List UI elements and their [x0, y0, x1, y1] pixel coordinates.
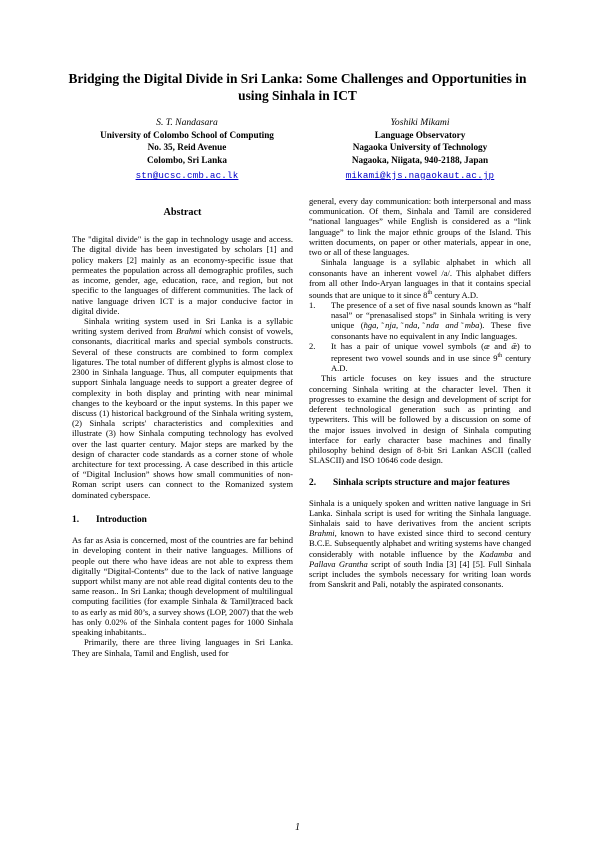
author-affiliation: Language Observatory — [374, 130, 466, 141]
author-name: S. T. Nandasara — [156, 117, 218, 128]
section-heading — [309, 478, 531, 488]
author-email-link[interactable]: mikami@kjs.nagaokaut.ac.jp — [345, 169, 495, 181]
left-column — [72, 208, 293, 658]
page-number: 1 — [295, 822, 300, 833]
author-address: Nagaoka University of Technology — [352, 142, 488, 153]
author-block-1 — [72, 117, 302, 182]
section-heading — [72, 515, 293, 525]
section-number: 2. — [309, 478, 317, 489]
body-paragraph: As far as Asia is concerned, most of the countries are far behind in developing content in their native languages. Millions of people out there who have ideas are not able to express them digitally “Digital-Contents” due to the lack of native language support whilst many are not able read digital contents deu to the same reason.. In Sri Lanka; though development of multilingual computing facilities (for example Sinhala & Tamil)traced back to as early as mid 80’s, a survey shows (LOP, 2007) that the web has only 0.02% of the Sinhala content pages for 1000 Sinhala speaking inhabitants.. — [72, 535, 293, 638]
list-item: 2. It has a pair of unique vowel symbols (æ and ǣ) to represent two vowel sounds and in use since 9th century A.D. — [309, 340, 532, 374]
author-name: Yoshiki Mikami — [390, 117, 450, 128]
author-block-2 — [305, 117, 535, 182]
abstract-heading: Abstract — [163, 207, 202, 218]
feature-list — [309, 300, 531, 373]
paper-title: Bridging the Digital Divide in Sri Lanka: Some Challenges and Opportunities in using Sinhala in ICT — [68, 71, 527, 103]
list-item: 1. The presence of a set of five nasal sounds known as “half nasal” or “prenasalised stops” in Sinhala writing is very unique (̃nga, ̃nja, ̃nda, ̃nda and ̃mba). These five consonants have no equivalent in any Indic languages. — [309, 300, 531, 341]
author-email-link[interactable]: stn@ucsc.cmb.ac.lk — [135, 169, 239, 181]
abstract-paragraph: The "digital divide" is the gap in technology usage and access. The digital divide has been investigated by scholars [1] and policy makers [2] mainly as an economy-specific issue that permeates the population across all demographic profiles, such as income, gender, age, education, race, and region, but not specific to the languages of different communities. The lack of native language driven ICT is a major conducive factor in digital divide. — [72, 234, 293, 316]
author-city: Nagaoka, Niigata, 940-2188, Japan — [351, 154, 489, 165]
body-paragraph: Sinhala language is a syllabic alphabet in which all consonants have an inherent vowel /a/. This alphabet differs from all other Indo-Aryan languages in that it contains special sounds that are unique to it since 8th century A.D. — [309, 257, 531, 300]
author-affiliation: University of Colombo School of Computing — [100, 130, 274, 141]
body-paragraph: This article focuses on key issues and the structure concerning Sinhala writing at the character level. Then it progresses to examine the design and development of script for deferent technological generation such as printing and typewriters. This will be followed by a discussion on some of the major issues involved in design of Sinhala computing interface for early character base machines and finally philosophy behind design of 8-bit Sri Lankan ASCII (called SLASCII) and ISO 10646 code design. — [309, 373, 531, 466]
author-address: No. 35, Reid Avenue — [147, 142, 227, 153]
section-number: 1. — [72, 514, 80, 525]
body-paragraph: general, every day communication: both interpersonal and mass communication. Of them, Sinhala and Tamil are considered “national languages” while English is considered as a “link language” to link the major ethnic groups of the Island. This written documents, on paper or other materials, appear in one, two or all of these languages. — [309, 196, 531, 258]
body-paragraph: Sinhala is a uniquely spoken and written native language in Sri Lanka. Sinhala script is used for writing the Sinhala language. Sinhalais said to have derivatives from the ancient scripts Brahmi, known to have existed since third to second century B.C.E. Subsequently alphabet and writing systems have changed considerably with notable influence by the Kadamba and Pallava Grantha script of south India [3] [4] [5]. Full Sinhala script includes the symbols necessary for writing loan words from Sanskrit and Pali, notably the aspirated consonants. — [309, 497, 532, 590]
section-title: Sinhala scripts structure and major features — [333, 478, 510, 489]
section-title: Introduction — [96, 514, 147, 525]
author-city: Colombo, Sri Lanka — [147, 154, 227, 165]
body-paragraph: Primarily, there are three living languages in Sri Lanka. They are Sinhala, Tamil and English, used for — [72, 637, 293, 658]
abstract-paragraph: Sinhala writing system used in Sri Lanka is a syllabic writing system derived from Brahmi which consist of vowels, consonants, diacritical marks and special symbols constructs. Several of these constructs are combined to form complex ligatures. The total number of different glyphs is almost close to 2300 in Sinhala language. Thus, all computer equipments that support Sinhala language needs to support a greater degree of complexity in both display and printing with near minimal changes to the keyboard or the input systems. In this paper we discuss (1) historical background of the Sinhala writing system, (2) Sinhala scripts' characteristics and complexities and illustrate (3) how Sinhala computing technology has evolved over the last quarter century. Major steps are marked by the design of character code standards as a corner stone of whole architecture for text processing. A case described in this article of “Digital Inclusion” shows how small communities of non-Roman script users can connect to the Romanized system dominated cyberspace. — [72, 315, 293, 500]
right-column — [309, 196, 531, 590]
